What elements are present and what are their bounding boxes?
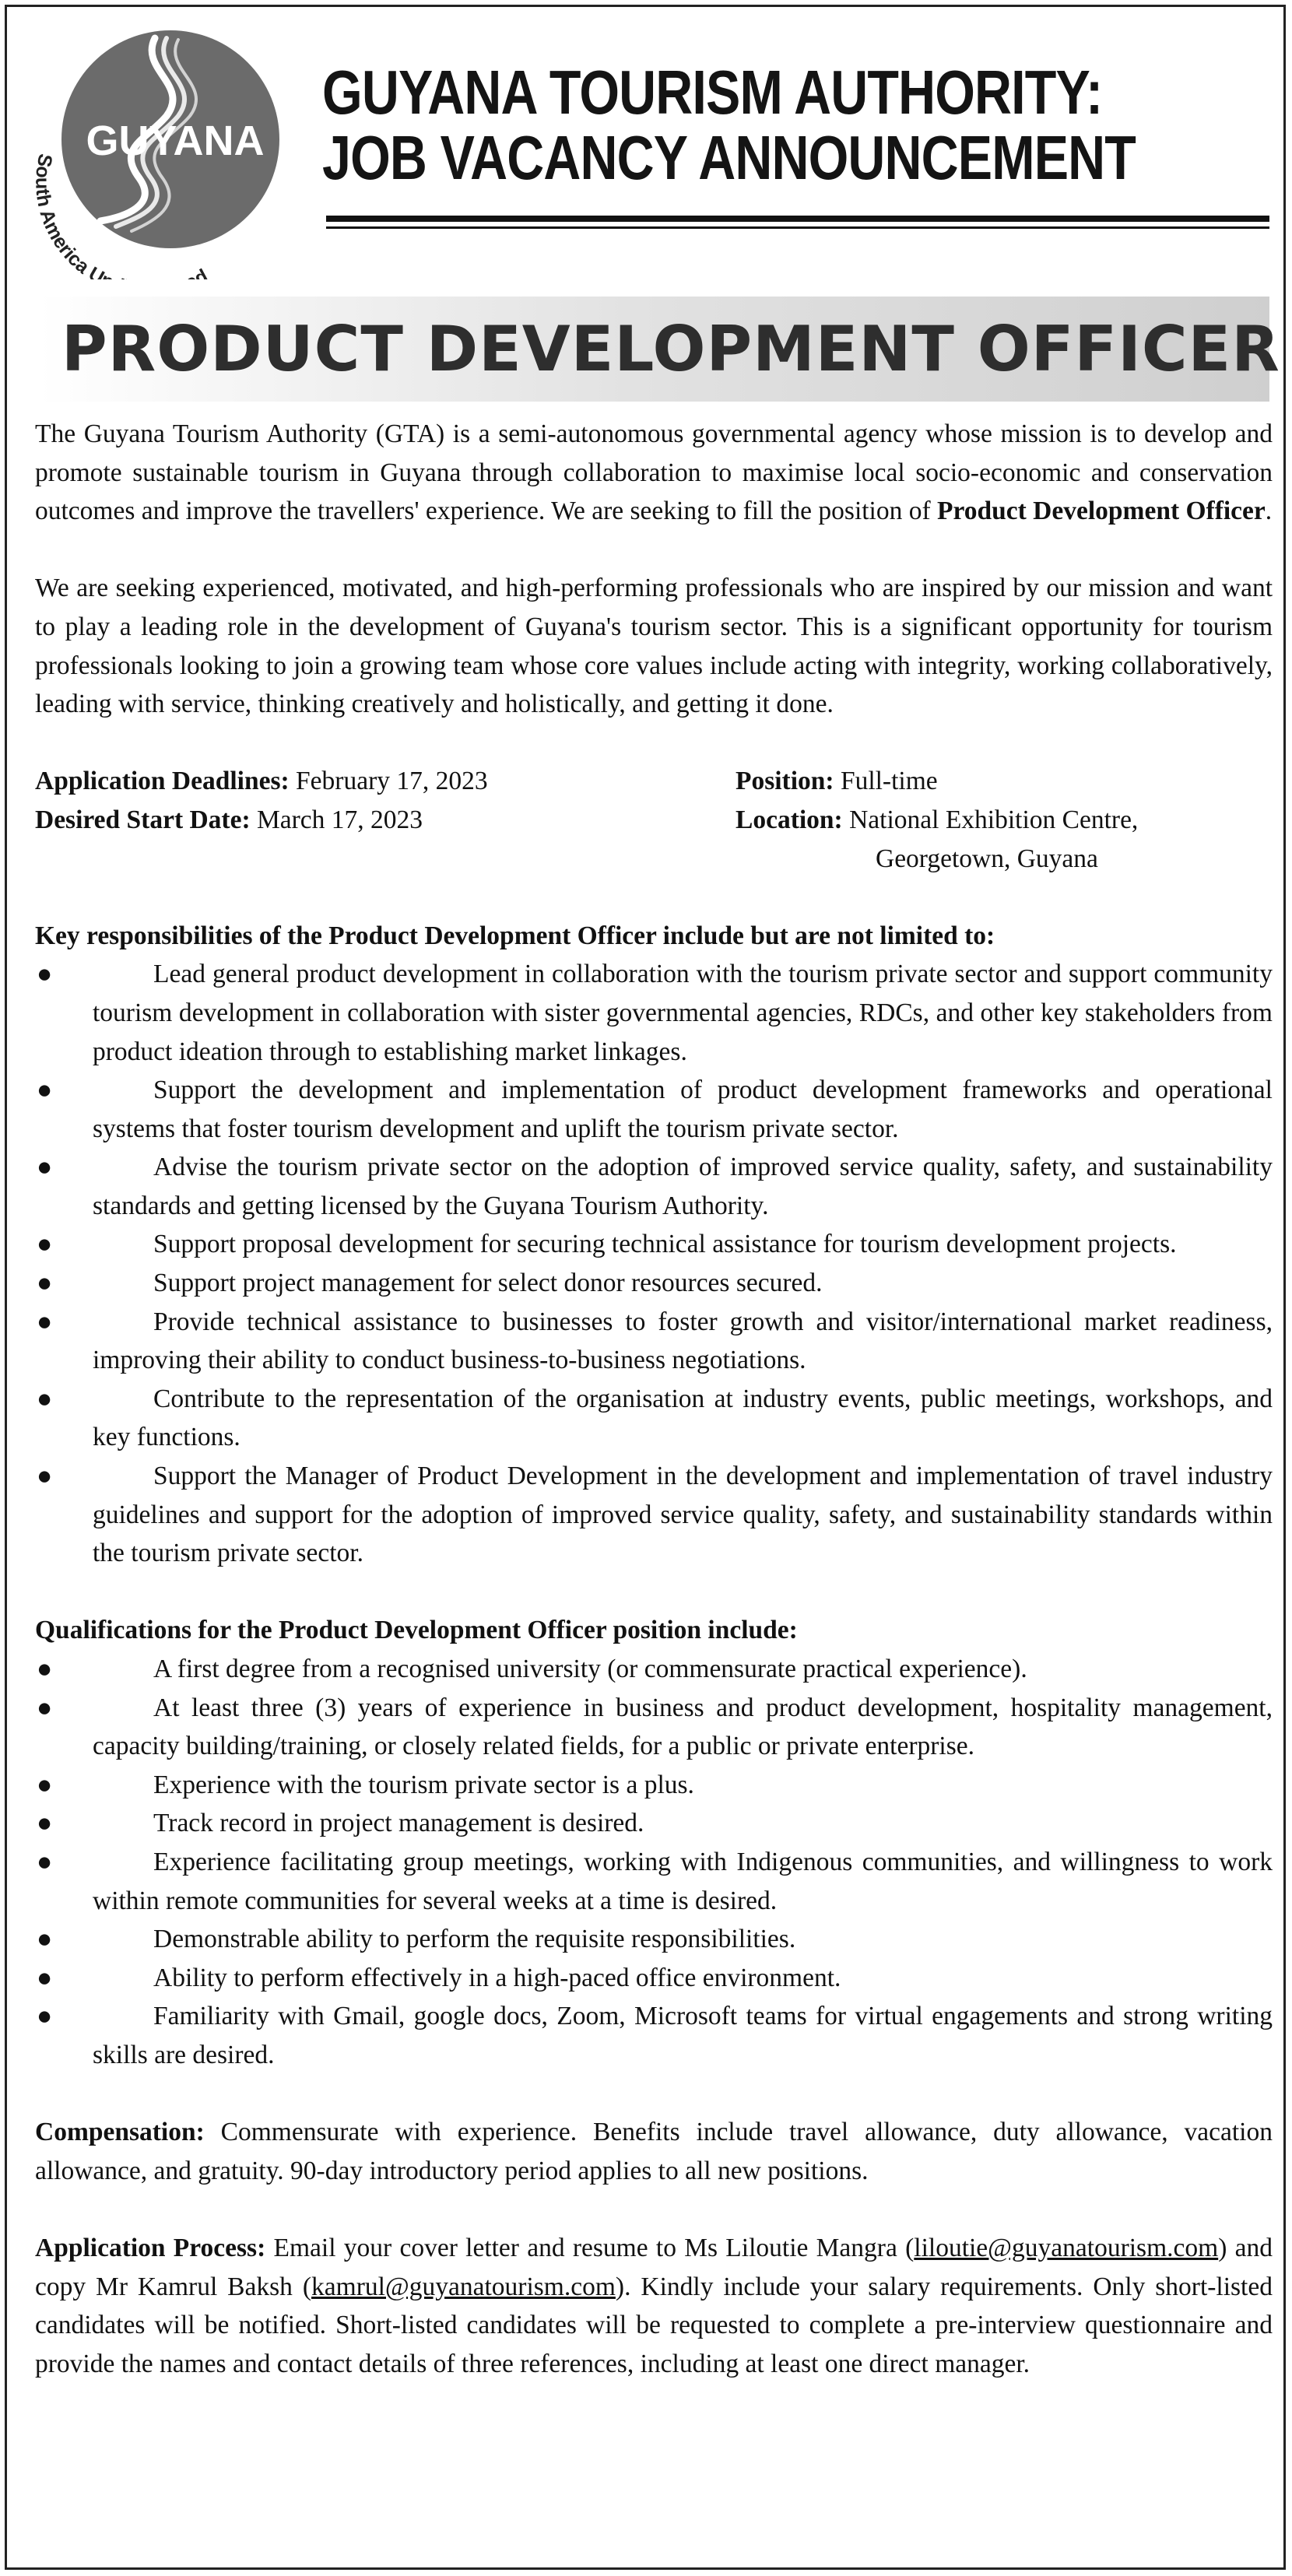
deadline-label: Application Deadlines: bbox=[35, 767, 290, 796]
list-item bbox=[35, 1920, 1273, 1959]
announcement-title-line2: JOB VACANCY ANNOUNCEMENT bbox=[322, 123, 1136, 192]
responsibilities-heading: Key responsibilities of the Product Development Officer include but are not limited to: bbox=[35, 921, 995, 950]
guyana-logo bbox=[23, 23, 279, 279]
title-rule-thick bbox=[326, 216, 1269, 222]
list-item-text: Experience with the tourism private sector is a plus. bbox=[153, 1770, 694, 1799]
guyana-logo-emblem bbox=[23, 23, 279, 279]
list-item-text: Support project management for select donor resources secured. bbox=[153, 1269, 823, 1298]
job-details bbox=[35, 762, 1273, 878]
list-item bbox=[35, 1225, 1273, 1264]
list-item bbox=[35, 1303, 1273, 1380]
mission-paragraph: We are seeking experienced, motivated, and high-performing professionals who are inspired by our mission and want to play a leading role in the development of Guyana's tourism sector. This is a significant opportunity for tourism professionals looking to join a growing team whose core values include acting with integrity, working collaboratively, leading with service, thinking creatively and holistically, and getting it done. bbox=[35, 574, 1273, 719]
bullet-icon: ● bbox=[37, 960, 53, 989]
announcement-title bbox=[322, 58, 1136, 192]
bullet-icon: ● bbox=[37, 1963, 53, 1992]
list-item bbox=[35, 1148, 1273, 1225]
list-item-text: Track record in project management is desired. bbox=[153, 1809, 644, 1838]
list-item-text: Advise the tourism private sector on the adoption of improved service quality, safety, and sustainability standards and getting licensed by the Guyana Tourism Authority. bbox=[93, 1153, 1273, 1220]
list-item-text: Familiarity with Gmail, google docs, Zoom, Microsoft teams for virtual engagements and strong writing skills are desired. bbox=[93, 2002, 1273, 2069]
application-text-2: ) and copy Mr Kamrul Baksh ( bbox=[35, 2233, 1273, 2301]
position-value: Full-time bbox=[834, 767, 938, 796]
bullet-icon: ● bbox=[37, 1809, 53, 1838]
compensation-paragraph bbox=[35, 2113, 1273, 2190]
bullet-icon: ● bbox=[37, 1076, 53, 1105]
list-item-text: Support the development and implementation of product development frameworks and operational systems that foster tourism development and uplift the tourism private sector. bbox=[93, 1076, 1273, 1143]
location-label: Location: bbox=[736, 805, 843, 834]
start-date-row bbox=[35, 801, 736, 840]
location-row bbox=[736, 801, 1273, 840]
application-paragraph bbox=[35, 2229, 1273, 2383]
bullet-icon: ● bbox=[37, 1269, 53, 1298]
application-text-3: ). Kindly include your salary requirements. Only short-listed candidates will be notified. Short-listed candidates will be requested to complete a pre-interview questionnaire and provide the names and contact details of three references, including at least one direct manager. bbox=[35, 2272, 1273, 2378]
job-announcement-page bbox=[5, 5, 1286, 2570]
start-date-label: Desired Start Date: bbox=[35, 805, 251, 834]
list-item bbox=[35, 1071, 1273, 1148]
list-item bbox=[35, 1380, 1273, 1457]
start-date-value: March 17, 2023 bbox=[250, 805, 423, 834]
announcement-title-line1: GUYANA TOURISM AUTHORITY: bbox=[322, 58, 1103, 127]
bullet-icon: ● bbox=[37, 1153, 53, 1182]
location-value: National Exhibition Centre, bbox=[842, 805, 1139, 834]
intro-position-name: Product Development Officer bbox=[937, 497, 1266, 526]
list-item-text: At least three (3) years of experience in business and product development, hospitality management, capacity building/training, or closely related fields, for a public or private enterprise. bbox=[93, 1693, 1273, 1761]
list-item-text: A first degree from a recognised university (or commensurate practical experience). bbox=[153, 1655, 1027, 1683]
bullet-icon: ● bbox=[37, 1384, 53, 1413]
email-link-kamrul[interactable]: kamrul@guyanatourism.com bbox=[311, 2272, 616, 2301]
list-item bbox=[35, 1766, 1273, 1805]
logo-name: GUYANA bbox=[86, 118, 265, 164]
position-label: Position: bbox=[736, 767, 834, 796]
qualifications-heading: Qualifications for the Product Development Officer position include: bbox=[35, 1616, 798, 1645]
list-item-text: Support proposal development for securing technical assistance for tourism development projects. bbox=[153, 1230, 1177, 1259]
bullet-icon: ● bbox=[37, 1770, 53, 1799]
list-item bbox=[35, 1689, 1273, 1766]
bullet-icon: ● bbox=[37, 1307, 53, 1336]
list-item bbox=[35, 1843, 1273, 1920]
bullet-icon: ● bbox=[37, 1693, 53, 1722]
list-item bbox=[35, 1457, 1273, 1573]
bullet-icon: ● bbox=[37, 1925, 53, 1954]
position-row bbox=[736, 762, 1273, 801]
logo-tagline-text: South America U d bbox=[31, 152, 212, 279]
deadline-value: February 17, 2023 bbox=[289, 767, 488, 796]
list-item bbox=[35, 1804, 1273, 1843]
intro-paragraph bbox=[35, 415, 1273, 531]
list-item-text: Experience facilitating group meetings, working with Indigenous communities, and willingness to work within remote communities for several weeks at a time is desired. bbox=[93, 1847, 1273, 1915]
list-item bbox=[35, 955, 1273, 1071]
application-text-1: Email your cover letter and resume to Ms Liloutie Mangra ( bbox=[265, 2233, 915, 2262]
deadline-row bbox=[35, 762, 736, 801]
job-details-dates bbox=[35, 762, 736, 878]
location-value-line2: Georgetown, Guyana bbox=[876, 844, 1098, 873]
list-item bbox=[35, 1959, 1273, 1998]
title-rule-thin bbox=[326, 226, 1269, 229]
job-details-position bbox=[736, 762, 1273, 878]
compensation-label: Compensation: bbox=[35, 2118, 205, 2147]
qualifications-list bbox=[35, 1650, 1273, 2075]
list-item bbox=[35, 1650, 1273, 1689]
intro-text: The Guyana Tourism Authority (GTA) is a semi-autonomous governmental agency whose mission is to develop and promote sustainable tourism in Guyana through collaboration to maximise local socio-economic and conservation outcomes and improve the travellers' experience. We are seeking to fill the position of bbox=[35, 419, 1273, 526]
email-link-liloutie[interactable]: liloutie@guyanatourism.com bbox=[914, 2233, 1219, 2262]
list-item bbox=[35, 1997, 1273, 2074]
application-label: Application Process: bbox=[35, 2233, 266, 2262]
compensation-text: Commensurate with experience. Benefits include travel allowance, duty allowance, vacation allowance, and gratuity. 90-day introductory period applies to all new positions. bbox=[35, 2118, 1273, 2185]
intro-period: . bbox=[1265, 497, 1273, 526]
list-item-text: Ability to perform effectively in a high-paced office environment. bbox=[153, 1963, 841, 1992]
list-item-text: Demonstrable ability to perform the requisite responsibilities. bbox=[153, 1925, 796, 1954]
list-item-text: Lead general product development in collaboration with the tourism private sector and support community tourism development in collaboration with sister governmental agencies, RDCs, and other key stakeholders from product ideation through to establishing market linkages. bbox=[93, 960, 1273, 1066]
position-title: PRODUCT DEVELOPMENT OFFICER bbox=[61, 313, 1280, 385]
list-item-text: Contribute to the representation of the organisation at industry events, public meetings, workshops, and key functions. bbox=[93, 1384, 1273, 1452]
list-item bbox=[35, 1264, 1273, 1303]
bullet-icon: ● bbox=[37, 1462, 53, 1491]
bullet-icon: ● bbox=[37, 1230, 53, 1259]
bullet-icon: ● bbox=[37, 1655, 53, 1683]
bullet-icon: ● bbox=[37, 2002, 53, 2031]
list-item-text: Provide technical assistance to businesses to foster growth and visitor/international market readiness, improving their ability to conduct business-to-business negotiations. bbox=[93, 1307, 1273, 1375]
announcement-body bbox=[35, 415, 1273, 2383]
list-item-text: Support the Manager of Product Development in the development and implementation of travel industry guidelines and support for the adoption of improved service quality, safety, and sustainability standards within the tourism private sector. bbox=[93, 1462, 1273, 1568]
responsibilities-list bbox=[35, 955, 1273, 1573]
bullet-icon: ● bbox=[37, 1847, 53, 1876]
